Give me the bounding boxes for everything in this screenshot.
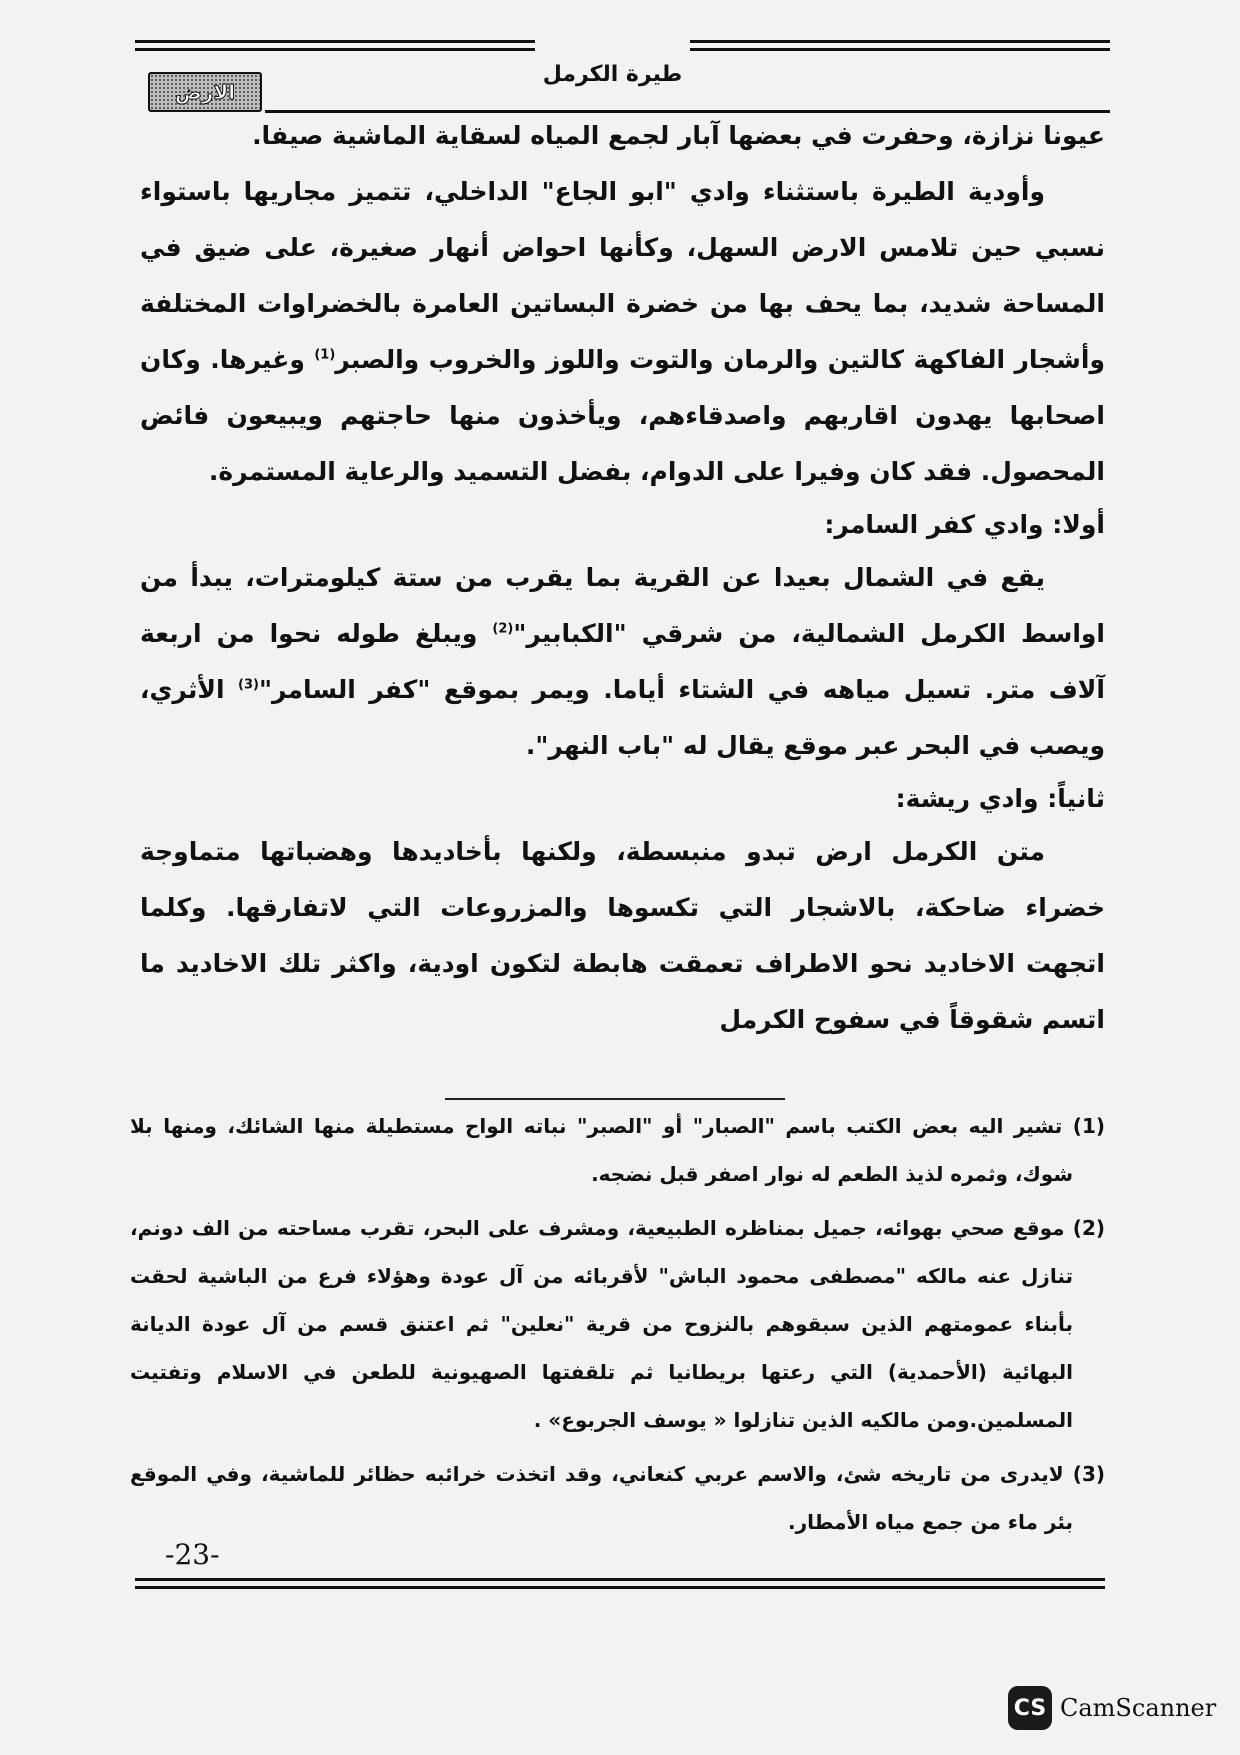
header-rule-right [690, 40, 1110, 56]
footnote-2: (2) موقع صحي بهوائه، جميل بمناظره الطبيعية، ومشرف على البحر، تقرب مساحته من الف دونم، تنازل عنه مالكه "مصطفى محمود الباش" لأقربائه من آل عودة وهؤلاء فرع من الباشية لحقت بأبناء عمومتهم الذين سبقوهم بالنزوح من قرية "نعلين" ثم اعتنق قسم من آل عودة الديانة البهائية (الأحمدية) التي رعتها بريطانيا ثم تلقفتها الصهيونية للطعن في الاسلام وتفتيت المسلمين.ومن مالكيه الذين تنازلوا « يوسف الجربوع» . [130, 1216, 1105, 1432]
page-number: -23- [165, 1538, 220, 1571]
header-rule-left [135, 40, 535, 56]
camscanner-text: CamScanner [1060, 1694, 1217, 1722]
camscanner-watermark [1008, 1686, 1216, 1730]
footnote-separator [445, 1098, 785, 1100]
footnotes [130, 1102, 1105, 1552]
paragraph-4: متن الكرمل ارض تبدو منبسطة، ولكنها بأخاديدها وهضباتها متماوجة خضراء ضاحكة، بالاشجار التي تكسوها والمزروعات التي لاتفارقها. وكلما اتجهت الاخاديد نحو الاطراف تعمقت هابطة لتكون اودية، واكثر تلك الاخاديد ما اتسم شقوقاً في سفوح الكرمل [140, 837, 1105, 1034]
paragraph-2 [140, 164, 1105, 500]
paragraph-2-text-a: وأودية الطيرة باستثناء وادي "ابو الجاع" الداخلي، تتميز مجاريها باستواء نسبي حين تلامس الارض السهل، وكأنها احواض أنهار صغيرة، على ضيق في المساحة شديد، بما يحف بها من خضرة البساتين العامرة بالخضراوات المختلفة وأشجار الفاكهة كالتين والرمان والتوت واللوز والخروب والصبر [140, 177, 1105, 374]
section-tab-label: الارض [174, 80, 236, 104]
footnote-ref-1: (1) [314, 347, 336, 363]
paragraph-3-text-c: الأثري، ويصب في البحر عبر موقع يقال له "باب النهر". [140, 675, 1105, 760]
paragraph-3 [140, 550, 1105, 774]
paragraph-3-text-b: ويبلغ طوله نحوا من اربعة آلاف متر. تسيل مياهه في الشتاء أياما. ويمر بموقع "كفر السامر" [140, 619, 1105, 704]
camscanner-icon: CS [1008, 1686, 1052, 1730]
footnote-ref-3: (3) [238, 677, 259, 693]
footer-rule [135, 1578, 1105, 1594]
section-tab [148, 72, 262, 112]
paragraph-3-text-a: يقع في الشمال بعيدا عن القرية بما يقرب من ستة كيلومترات، يبدأ من اواسط الكرمل الشمالية، من شرقي "الكبابير" [140, 563, 1105, 648]
paragraph-2-text-b: وغيرها. وكان اصحابها يهدون اقاربهم واصدقاءهم، ويأخذون منها حاجتهم ويبيعون فائض المحصول. فقد كان وفيرا على الدوام، بفضل التسميد والرعاية المستمرة. [140, 345, 1105, 486]
footnote-1: (1) تشير اليه بعض الكتب باسم "الصبار" أو "الصبر" نباته الواح مستطيلة منها الشائك، ومنها بلا شوك، وثمره لذيذ الطعم له نوار اصفر قبل نضجه. [130, 1114, 1105, 1186]
section-heading-2: ثانياً: وادي ريشة: [895, 784, 1105, 813]
running-title: طيرة الكرمل [542, 62, 683, 87]
footnote-3: (3) لايدرى من تاريخه شئ، والاسم عربي كنعاني، وقد اتخذت خرائبه حظائر للماشية، وفي الموقع بئر ماء من جمع مياه الأمطار. [130, 1462, 1105, 1534]
section-heading-1: أولا: وادي كفر السامر: [824, 510, 1105, 539]
footnote-ref-2: (2) [492, 621, 514, 637]
main-text [140, 108, 1105, 1048]
paragraph-1: عيونا نزازة، وحفرت في بعضها آبار لجمع المياه لسقاية الماشية صيفا. [252, 121, 1105, 150]
